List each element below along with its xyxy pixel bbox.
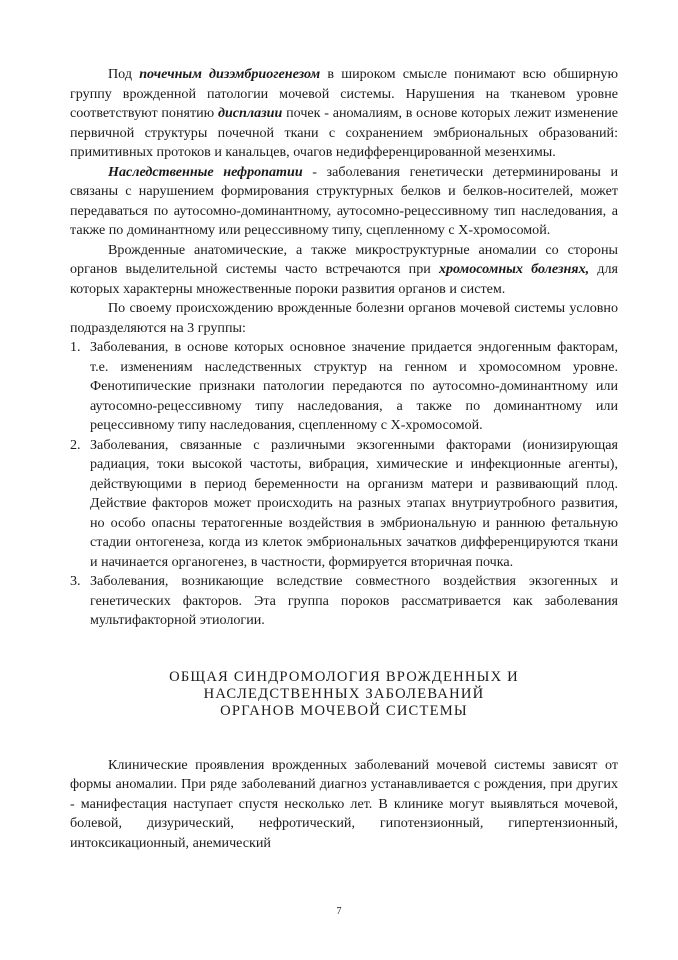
text: Под <box>108 66 140 82</box>
section-heading <box>70 669 618 720</box>
text: Врожденные анатомические, а также микроструктурные аномалии со стороны органов выделительной системы часто встречаются при <box>70 241 618 277</box>
term-dysembryogenesis: почечным дизэмбриогенезом <box>139 66 321 82</box>
paragraph-hereditary-nephropathies <box>70 163 618 241</box>
text: в широком смысле понимают всю обширную группу врожденной патологии мочевой системы. Нарушения на тканевом уровне соответствуют понятию <box>70 66 618 121</box>
heading-line: НАСЛЕДСТВЕННЫХ ЗАБОЛЕВАНИЙ <box>203 685 485 702</box>
list-number: 3. <box>70 573 81 589</box>
list-item-text: Заболевания, связанные с различными экзогенными факторами (ионизирующая радиация, токи высокой частоты, вибрация, химические и инфекционные агенты), действующими в период беременности на организм матери и развивающий плод. Действие факторов может происходить на разных этапах внутриутробного развития, но особо опасны тератогенные воздействия в эмбриональную и раннюю фетальную стадии онтогенеза, когда из клеток эмбриональных зачатков дифференцируются ткани и начинается органогенез, в частности, формируется вторичная почка. <box>90 436 618 570</box>
list-item <box>70 572 618 631</box>
groups-list <box>70 338 618 631</box>
text: - заболевания генетически детерминированы и связаны с нарушением формирования структурных белков и белков-носителей, может передаваться по аутосомно-доминантному, аутосомно-рецессивному тип наследования, а также по доминантному или рецессивному типу, сцепленному с Х-хромосомой. <box>70 163 619 238</box>
term-hereditary-nephropathies: Наследственные нефропатии <box>108 163 303 180</box>
paragraph-dysembryogenesis <box>70 65 618 163</box>
list-item <box>70 338 618 436</box>
list-item <box>70 436 618 573</box>
list-number: 2. <box>70 436 81 453</box>
heading-line: ОБЩАЯ СИНДРОМОЛОГИЯ ВРОЖДЕННЫХ И <box>169 668 519 685</box>
list-item-text: Заболевания, возникающие вследствие совместного воздействия экзогенных и генетических факторов. Эта группа пороков рассматривается как заболевания мультифакторной этиологии. <box>90 573 618 628</box>
list-item-text: Заболевания, в основе которых основное значение придается эндогенным факторам, т.е. изменениям наследственных структур на генном и хромосомном уровне. Фенотипические признаки патологии передаются по аутосомно-доминантному или аутосомно-рецессивному типу наследования, а также по доминантному или рецессивному типу наследования, сцепленному с Х-хромосомой. <box>90 339 618 433</box>
term-dysplasia: дисплазии <box>217 105 283 121</box>
term-chromosomal-diseases: хромосомных болезнях, <box>438 261 590 277</box>
paragraph-chromosomal <box>70 241 618 300</box>
heading-line: ОРГАНОВ МОЧЕВОЙ СИСТЕМЫ <box>220 702 468 719</box>
paragraph-clinical: Клинические проявления врожденных заболеваний мочевой системы зависят от формы аномалии. При ряде заболеваний диагноз устанавливается с рождения, при других - манифестация наступает спустя несколько лет. В клинике могут выявляться мочевой, болевой, дизурический, нефротический, гипотензионный, гипертензионный, интоксикационный, анемический <box>70 756 618 851</box>
text: почек - аномалиям, в основе которых лежит изменение первичной структуры почечной ткани с сохранением эмбриональных образований: примитивных протоков и канальцев, очагов недифференцированной мезенхимы. <box>70 105 618 160</box>
paragraph-groups-intro: По своему происхождению врожденные болезни органов мочевой системы условно подразделяются на 3 группы: <box>70 300 618 336</box>
list-number: 1. <box>70 339 81 355</box>
text: для которых характерны множественные пороки развития органов и систем. <box>70 261 618 297</box>
page-body <box>70 65 618 853</box>
page-number: 7 <box>336 906 342 917</box>
